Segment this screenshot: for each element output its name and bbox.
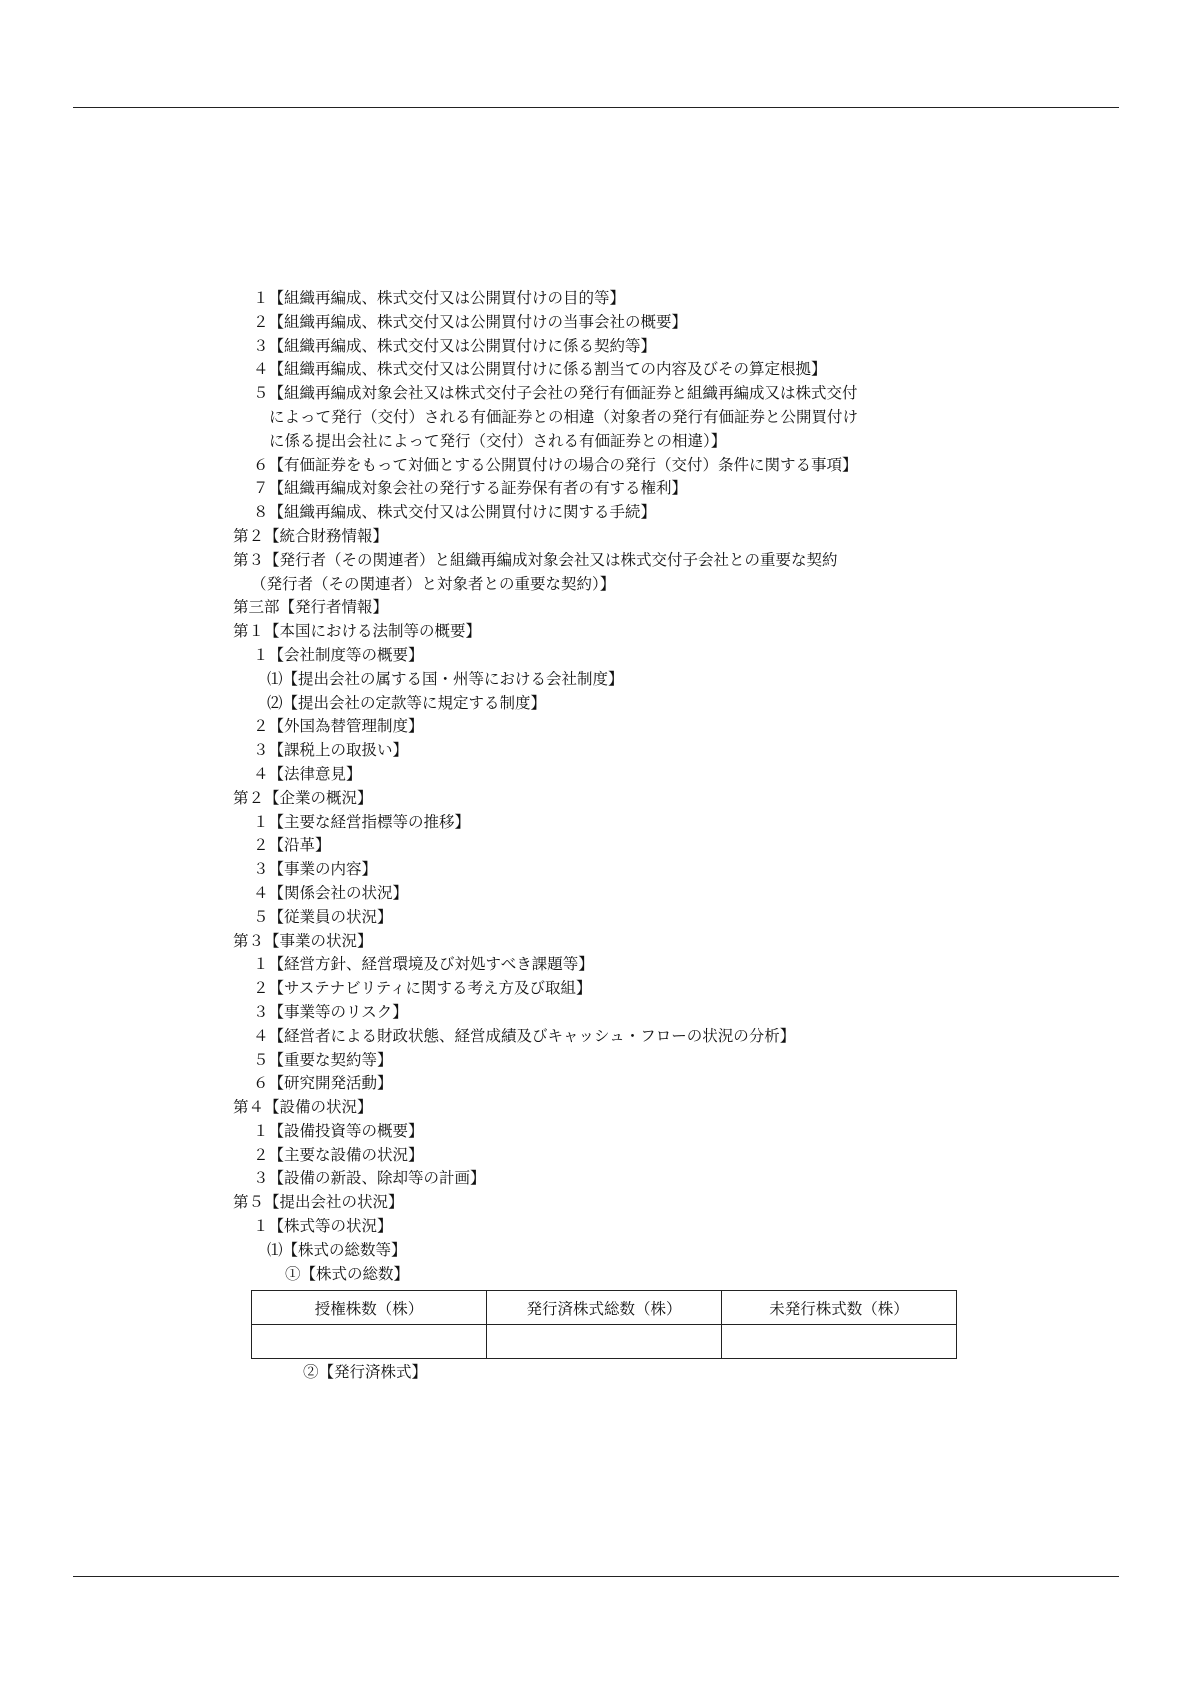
toc-line: ８【組織再編成、株式交付又は公開買付けに関する手続】 <box>253 503 657 522</box>
toc-line: 第５【提出会社の状況】 <box>233 1193 404 1212</box>
toc-line: ⑴【株式の総数等】 <box>267 1240 407 1259</box>
toc-line: ７【組織再編成対象会社の発行する証券保有者の有する権利】 <box>253 479 688 498</box>
toc-line: ５【組織再編成対象会社又は株式交付子会社の発行有価証券と組織再編成又は株式交付 <box>253 384 858 403</box>
toc-line: ⑴【提出会社の属する国・州等における会社制度】 <box>267 669 624 688</box>
toc-line: ５【重要な契約等】 <box>253 1050 393 1069</box>
toc-line: ４【組織再編成、株式交付又は公開買付けに係る割当ての内容及びその算定根拠】 <box>253 360 827 379</box>
toc-line: １【会社制度等の概要】 <box>253 645 424 664</box>
toc-line: ４【経営者による財政状態、経営成績及びキャッシュ・フローの状況の分析】 <box>253 1026 796 1045</box>
toc-line: ６【研究開発活動】 <box>253 1074 393 1093</box>
cell-issued-shares <box>487 1325 722 1359</box>
toc-line: ６【有価証券をもって対価とする公開買付けの場合の発行（交付）条件に関する事項】 <box>253 455 858 474</box>
toc-line: に係る提出会社によって発行（交付）される有価証券との相違）】 <box>269 431 727 450</box>
shares-table <box>251 1290 957 1359</box>
footer-rule <box>73 1576 1119 1577</box>
toc-line: ５【従業員の状況】 <box>253 907 393 926</box>
toc-line: ３【課税上の取扱い】 <box>253 741 409 760</box>
toc-line: 第２【企業の概況】 <box>233 788 373 807</box>
toc-line: ３【事業の内容】 <box>253 860 378 879</box>
toc-line: １【株式等の状況】 <box>253 1217 393 1236</box>
toc-line: １【主要な経営指標等の推移】 <box>253 812 471 831</box>
toc-line: ⑵【提出会社の定款等に規定する制度】 <box>267 693 547 712</box>
toc-line: 第１【本国における法制等の概要】 <box>233 622 482 641</box>
toc-line: ２【沿革】 <box>253 836 331 855</box>
toc-item-issued-shares: ②【発行済株式】 <box>303 1363 428 1381</box>
toc-line: ２【サステナビリティに関する考え方及び取組】 <box>253 979 592 998</box>
toc-line: ①【株式の総数】 <box>285 1264 410 1283</box>
cell-authorized-shares <box>252 1325 487 1359</box>
cell-unissued-shares <box>722 1325 957 1359</box>
toc-line: （発行者（その関連者）と対象者との重要な契約）】 <box>251 574 616 593</box>
header-unissued-shares: 未発行株式数（株） <box>722 1291 957 1325</box>
header-issued-shares: 発行済株式総数（株） <box>487 1291 722 1325</box>
toc-line: １【組織再編成、株式交付又は公開買付けの目的等】 <box>253 289 626 307</box>
toc-line: ２【組織再編成、株式交付又は公開買付けの当事会社の概要】 <box>253 312 688 331</box>
toc-line: ２【外国為替管理制度】 <box>253 717 424 736</box>
toc-line: １【経営方針、経営環境及び対処すべき課題等】 <box>253 955 594 974</box>
toc-line: ３【設備の新設、除却等の計画】 <box>253 1169 486 1188</box>
toc-line: ４【関係会社の状況】 <box>253 883 409 902</box>
toc-line: 第３【発行者（その関連者）と組織再編成対象会社又は株式交付子会社との重要な契約 <box>233 550 838 569</box>
table-of-contents <box>233 287 963 1286</box>
toc-line: ３【事業等のリスク】 <box>253 1002 408 1021</box>
toc-line: ４【法律意見】 <box>253 764 362 783</box>
toc-line: 第三部【発行者情報】 <box>233 598 389 617</box>
toc-line: ２【主要な設備の状況】 <box>253 1145 424 1164</box>
toc-line: ３【組織再編成、株式交付又は公開買付けに係る契約等】 <box>253 336 657 355</box>
toc-line: 第２【統合財務情報】 <box>233 526 389 545</box>
header-rule <box>73 107 1119 108</box>
shares-table-row <box>252 1325 957 1359</box>
toc-line: １【設備投資等の概要】 <box>253 1121 424 1140</box>
toc-line: 第４【設備の状況】 <box>233 1098 373 1117</box>
toc-line: 第３【事業の状況】 <box>233 931 373 950</box>
header-authorized-shares: 授権株数（株） <box>252 1291 487 1325</box>
shares-table-header-row <box>252 1291 957 1325</box>
toc-line: によって発行（交付）される有価証券との相違（対象者の発行有価証券と公開買付け <box>269 407 859 426</box>
